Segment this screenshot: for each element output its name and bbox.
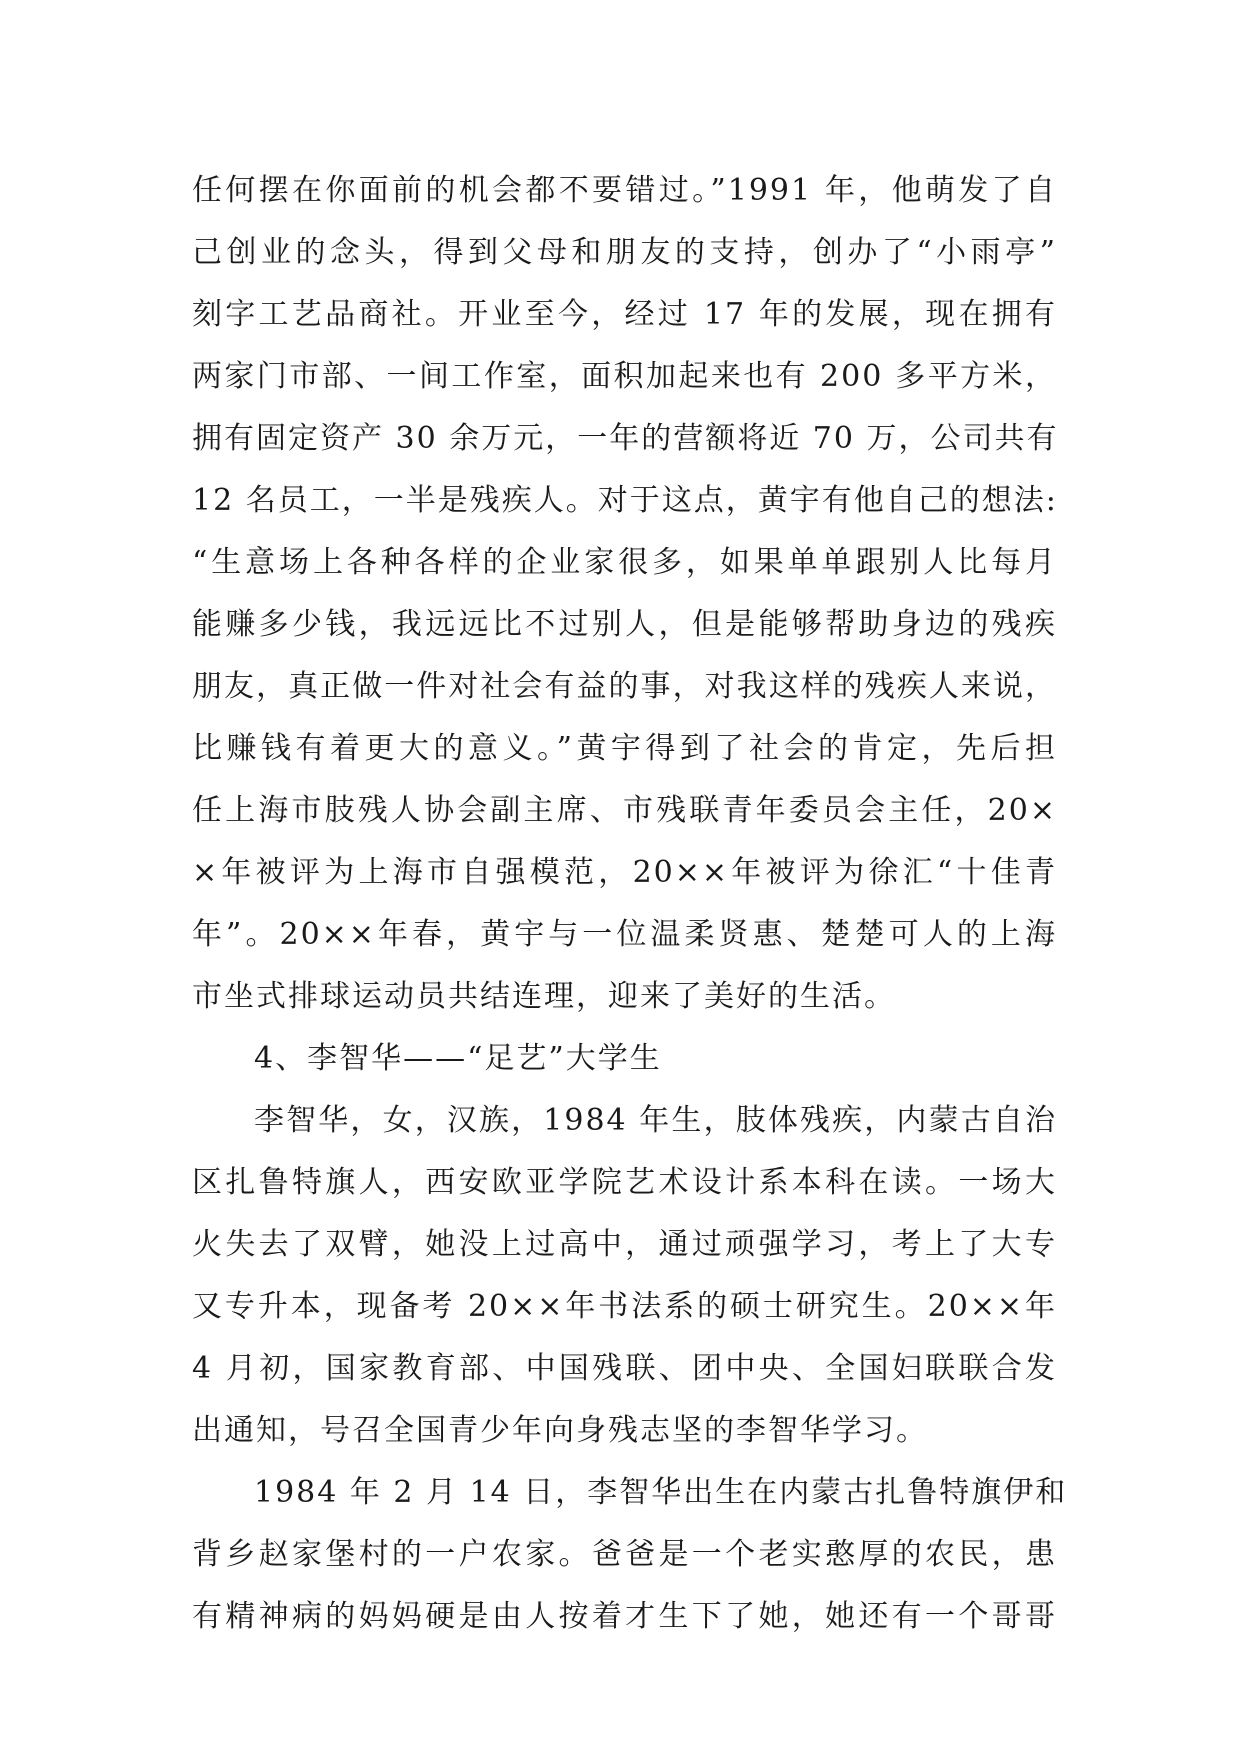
text-line: 己创业的念头，得到父母和朋友的支持，创办了“小雨亭” <box>192 235 1057 270</box>
text-line: 能赚多少钱，我远远比不过别人，但是能够帮助身边的残疾 <box>192 607 1057 642</box>
text-line: 1984 年 2 月 14 日，李智华出生在内蒙古扎鲁特旗伊和 <box>254 1475 1068 1510</box>
text-line: 12 名员工，一半是残疾人。对于这点，黄宇有他自己的想法: <box>192 483 1058 518</box>
text-line: 出通知，号召全国青少年向身残志坚的李智华学习。 <box>192 1413 928 1448</box>
text-line: ×年被评为上海市自强模范，20××年被评为徐汇“十佳青 <box>192 855 1057 890</box>
text-line: 两家门市部、一间工作室，面积加起来也有 200 多平方米， <box>192 359 1057 394</box>
text-line: 任上海市肢残人协会副主席、市残联青年委员会主任，20× <box>192 793 1057 828</box>
text-line: 有精神病的妈妈硬是由人按着才生下了她，她还有一个哥哥 <box>192 1599 1057 1634</box>
text-line: 朋友，真正做一件对社会有益的事，对我这样的残疾人来说， <box>192 669 1057 704</box>
text-line: 又专升本，现备考 20××年书法系的硕士研究生。20××年 <box>192 1289 1057 1324</box>
text-line: 背乡赵家堡村的一户农家。爸爸是一个老实憨厚的农民，患 <box>192 1537 1057 1572</box>
text-line: 比赚钱有着更大的意义。”黄宇得到了社会的肯定，先后担 <box>192 731 1057 766</box>
document-body <box>192 160 1068 1648</box>
text-line: 刻字工艺品商社。开业至今，经过 17 年的发展，现在拥有 <box>192 297 1057 332</box>
text-line: 任何摆在你面前的机会都不要错过。”1991 年，他萌发了自 <box>192 173 1057 208</box>
text-line: 火失去了双臂，她没上过高中，通过顽强学习，考上了大专 <box>192 1227 1057 1262</box>
text-line: “生意场上各种各样的企业家很多，如果单单跟别人比每月 <box>192 545 1057 580</box>
text-line: 区扎鲁特旗人，西安欧亚学院艺术设计系本科在读。一场大 <box>192 1165 1057 1200</box>
text-line: 李智华，女，汉族，1984 年生，肢体残疾，内蒙古自治 <box>254 1103 1057 1138</box>
text-line: 市坐式排球运动员共结连理，迎来了美好的生活。 <box>192 979 896 1014</box>
text-line: 4 月初，国家教育部、中国残联、团中央、全国妇联联合发 <box>192 1351 1057 1386</box>
text-line: 拥有固定资产 30 余万元，一年的营额将近 70 万，公司共有 <box>192 421 1059 456</box>
section-heading: 4、李智华——“足艺”大学生 <box>254 1041 662 1076</box>
text-line: 年”。20××年春，黄宇与一位温柔贤惠、楚楚可人的上海 <box>192 917 1057 952</box>
